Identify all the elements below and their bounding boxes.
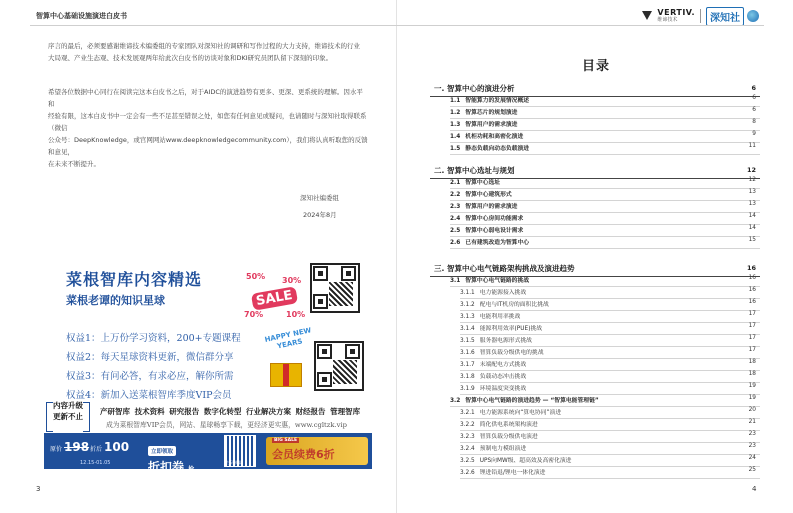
- intro-line: 序言的最后，必须要感谢维谛技术编委组的专家团队对深知社的调研和写作过程的大力支持，维谛技术的行业: [48, 42, 360, 50]
- item-number: 3.2.4: [460, 446, 475, 452]
- item-number: 3.1.5: [460, 338, 475, 344]
- item-text: 智算中心弱电设计需求: [465, 228, 524, 234]
- sale-percent: 70%: [244, 310, 264, 319]
- item-page: 17: [748, 347, 756, 353]
- page-number-right: 4: [752, 485, 757, 493]
- section-title: 二. 智算中心选址与规划: [434, 166, 515, 175]
- item-text: 配电与IT机房的面积比挑战: [479, 302, 549, 308]
- item-text: 电力能源接入挑战: [479, 290, 527, 296]
- vip-renewal-banner[interactable]: [266, 437, 368, 465]
- header-rule: [30, 25, 764, 26]
- item-number: 1.2: [450, 110, 461, 116]
- intro-line: 在未来不断提升。: [48, 160, 100, 168]
- original-price: [50, 440, 89, 454]
- grab-label: 抢: [188, 466, 195, 473]
- item-page: 12: [748, 177, 756, 183]
- item-number: 3.1.8: [460, 374, 475, 380]
- section-page: 16: [746, 264, 756, 272]
- item-text: 能源利用效率(PUE)挑战: [479, 326, 543, 332]
- upgrade-line: 更新不止: [53, 412, 83, 421]
- item-page: 16: [748, 299, 756, 305]
- item-number: 3.2.3: [460, 434, 475, 440]
- item-page: 8: [752, 119, 756, 125]
- toc-item[interactable]: [450, 236, 760, 249]
- item-number: 1.5: [450, 146, 461, 152]
- item-number: 2.5: [450, 228, 461, 234]
- item-text: 静态负载向动态负载演进: [465, 146, 530, 152]
- new-year-gift-graphic: [256, 325, 314, 391]
- section-title: 一. 智算中心的演进分析: [434, 84, 515, 93]
- item-number: 3.1.1: [460, 290, 475, 296]
- item-text: 预制电力模组演进: [479, 446, 527, 452]
- discount-price-label: 折后: [90, 446, 103, 453]
- signature: 深知社编委组: [300, 194, 339, 202]
- header-title: 智算中心基础设施演进白皮书: [36, 12, 127, 20]
- vip-renewal-text: 会员续费6折: [272, 448, 335, 461]
- sale-graphic: [242, 270, 306, 322]
- qr-code-vip[interactable]: [314, 341, 364, 391]
- ad-benefit: 权益1：上万份学习资料，200+专题课程: [66, 333, 241, 344]
- item-page: 23: [748, 443, 756, 449]
- coupon-bar[interactable]: [44, 433, 372, 474]
- item-page: 16: [748, 275, 756, 281]
- sale-percent: 50%: [246, 272, 266, 281]
- gift-box-icon: [270, 363, 302, 387]
- item-page: 6: [752, 107, 756, 113]
- item-page: 25: [748, 467, 756, 473]
- claim-label: 立即领取: [148, 446, 176, 456]
- ad-benefit: 权益4：新加入送菜根智库季度VIP会员: [66, 390, 232, 401]
- sale-label: SALE: [251, 286, 298, 310]
- item-number: 2.4: [450, 216, 461, 222]
- signature-date: 2024年8月: [303, 211, 337, 219]
- item-number: 1.1: [450, 98, 461, 104]
- item-text: 智算中心选址: [465, 180, 501, 186]
- item-text: 智算用户的需求演进: [465, 204, 518, 210]
- vertiv-logo-icon: [640, 9, 654, 23]
- item-text: UPS向MW级、超高效及高密化演进: [479, 458, 572, 464]
- qr-code-knowledge-planet[interactable]: [310, 263, 360, 313]
- item-page: 21: [748, 419, 756, 425]
- section-title: 三. 智算中心电气链路架构挑战及演进趋势: [434, 264, 575, 273]
- coupon-dates: 12.15-01.05: [80, 460, 111, 466]
- item-number: 3.1: [450, 278, 461, 284]
- item-text: 已有建筑改造为智算中心: [465, 240, 530, 246]
- item-number: 3.2.2: [460, 422, 475, 428]
- item-text: 智算用户的需求演进: [465, 122, 518, 128]
- coupon-qr-caption: 扫码领取: [226, 460, 242, 465]
- ad-benefit: 权益2：每天星球资料更新，微信群分享: [66, 352, 234, 363]
- dk-globe-icon: [747, 10, 759, 22]
- item-page: 18: [748, 371, 756, 377]
- item-page: 13: [748, 201, 756, 207]
- dk-logo: 深知社: [706, 7, 744, 26]
- ad-subtitle: 菜根老谭的知识星球: [66, 294, 165, 307]
- item-page: 23: [748, 431, 756, 437]
- item-number: 2.3: [450, 204, 461, 210]
- item-text: 电能利用率挑战: [479, 314, 521, 320]
- intro-line: 公众号：DeepKnowledge，或官网网站www.deepknowledgecommunity.com），我们将认真听取您的反馈和意见，: [48, 136, 368, 156]
- item-text: 智算负载分级供电的挑战: [479, 350, 544, 356]
- coupon-label: 折扣券: [148, 460, 185, 474]
- item-page: 6: [752, 95, 756, 101]
- item-page: 9: [752, 131, 756, 137]
- intro-line: 大局观、产业生态观、技术发展观两年给此次白皮书的访谈对象和DKI研究员团队留下深刻的印象。: [48, 54, 333, 62]
- vertiv-name: VERTIV.: [657, 8, 695, 17]
- item-number: 1.4: [450, 134, 461, 140]
- upgrade-badge: [46, 400, 90, 434]
- item-page: 17: [748, 335, 756, 341]
- big-sale-tag: BIG SALE: [274, 438, 298, 443]
- item-number: 3.2: [450, 398, 461, 404]
- item-text: 智算中心建筑形式: [465, 192, 512, 198]
- item-page: 19: [748, 395, 756, 401]
- sale-percent: 30%: [282, 276, 302, 285]
- item-text: 环境温度突变挑战: [479, 386, 527, 392]
- item-page: 20: [748, 407, 756, 413]
- item-number: 3.2.6: [460, 470, 475, 476]
- item-page: 16: [748, 287, 756, 293]
- vertiv-logo-text: [657, 9, 695, 23]
- logo-divider: [700, 9, 701, 23]
- item-number: 3.1.7: [460, 362, 475, 368]
- sale-percent: 10%: [286, 310, 306, 319]
- intro-line: 希望各位数据中心同行在阅读完这本白皮书之后，对于AIDC的演进趋势有更多、更深、更系统的理解。因水平和: [48, 88, 363, 108]
- item-number: 3.1.2: [460, 302, 475, 308]
- page-gutter: [396, 0, 397, 513]
- item-page: 13: [748, 189, 756, 195]
- section-page: 12: [746, 166, 756, 174]
- ad-description: 成为菜根智库VIP会员，网站、星球畅享下载，更经济更实惠，www.cgltzk.vip: [106, 421, 347, 429]
- item-text: 智算芯片的规划演进: [465, 110, 518, 116]
- intro-line: 经验有限，这本白皮书中一定会有一些不足甚至错误之处，如您有任何意见或疑问，也请随时与深知社取得联系（微信: [48, 112, 367, 132]
- header-logos: [640, 6, 759, 26]
- item-page: 14: [748, 213, 756, 219]
- item-number: 2.6: [450, 240, 461, 246]
- intro-paragraph-2: [48, 86, 368, 170]
- item-number: 3.1.9: [460, 386, 475, 392]
- toc-subitem[interactable]: [460, 466, 760, 479]
- discount-price: [90, 440, 129, 454]
- item-page: 11: [748, 143, 756, 149]
- ad-title: 菜根智库内容精选: [66, 270, 203, 289]
- item-page: 17: [748, 311, 756, 317]
- item-number: 2.2: [450, 192, 461, 198]
- ad-categories: 产研智库 技术资料 研究报告 数字化转型 行业解决方案 财经报告 管理智库: [100, 407, 361, 416]
- original-price-value: 198: [64, 440, 90, 454]
- item-number: 3.2.1: [460, 410, 475, 416]
- toc-title: 目录: [582, 59, 611, 74]
- item-text: 机柜功耗和高密化演进: [465, 134, 524, 140]
- intro-paragraph-1: [48, 40, 368, 64]
- item-text: 服务器电源形式挑战: [479, 338, 532, 344]
- item-page: 18: [748, 359, 756, 365]
- item-text: 电力能源系统向“算电协同”演进: [479, 410, 562, 416]
- item-page: 14: [748, 225, 756, 231]
- original-price-label: 原价: [50, 446, 63, 453]
- item-text: 末端配电方式挑战: [479, 362, 527, 368]
- item-number: 1.3: [450, 122, 461, 128]
- item-text: 锂进铅退/锂电一体化演进: [479, 470, 546, 476]
- item-number: 3.1.3: [460, 314, 475, 320]
- new-year-text: HAPPY NEW YEARS: [263, 326, 312, 351]
- coupon-claim-button[interactable]: [148, 438, 198, 474]
- section-page: 6: [751, 84, 756, 92]
- item-text: 简化供电系统架构演进: [479, 422, 538, 428]
- item-number: 2.1: [450, 180, 461, 186]
- item-page: 24: [748, 455, 756, 461]
- vertiv-name-cn: 维谛技术: [657, 17, 678, 23]
- item-page: 19: [748, 383, 756, 389]
- item-page: 15: [748, 237, 756, 243]
- page-number-left: 3: [36, 485, 41, 493]
- ad-banner[interactable]: [44, 257, 372, 472]
- item-number: 3.2.5: [460, 458, 475, 464]
- item-page: 17: [748, 323, 756, 329]
- discount-price-value: 100: [104, 440, 130, 454]
- toc-item[interactable]: [450, 142, 760, 155]
- item-text: 智算负载分级供电演进: [479, 434, 538, 440]
- item-text: 智算中心电气链路的演进趋势 — “智算电能管理链”: [465, 398, 599, 404]
- item-text: 智算中心电气链路的挑战: [465, 278, 530, 284]
- upgrade-line: 内容升级: [53, 401, 83, 410]
- item-text: 负载动态冲击挑战: [479, 374, 527, 380]
- ad-benefit: 权益3：有问必答，有求必应，解你所需: [66, 371, 234, 382]
- item-number: 3.1.4: [460, 326, 475, 332]
- item-text: 智算中心房间功能需求: [465, 216, 524, 222]
- item-number: 3.1.6: [460, 350, 475, 356]
- item-text: 智能算力的发展情况概述: [465, 98, 530, 104]
